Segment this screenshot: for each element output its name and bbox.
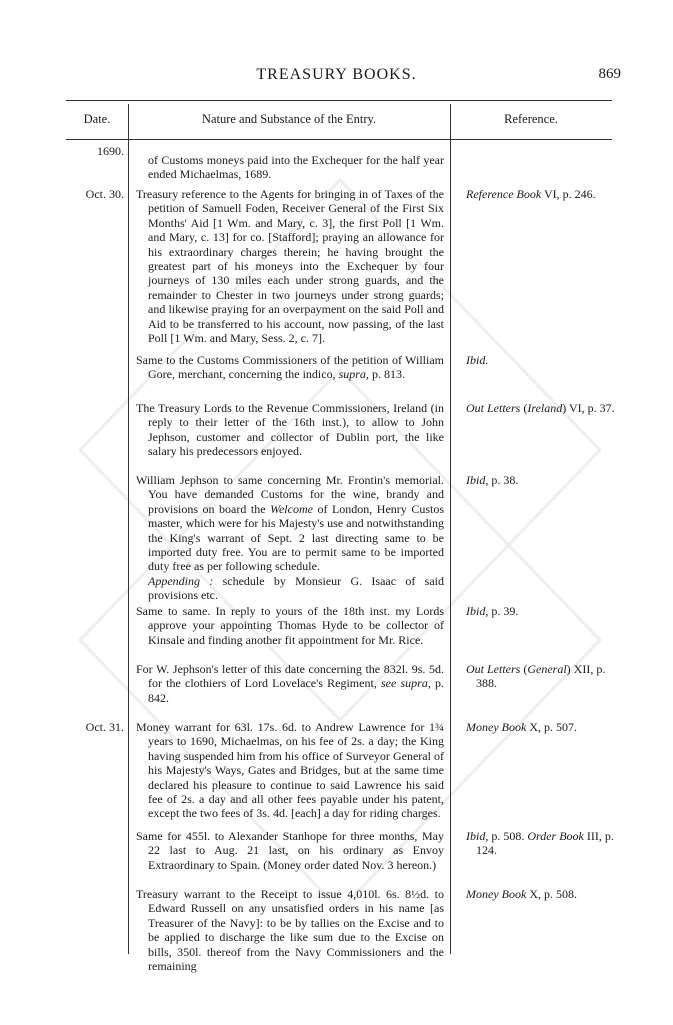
entry-reference [466,187,616,201]
table-header [66,100,612,140]
entry-text-part: William Jephson to same concerning Mr. Frontin's memorial. You have demanded Customs for the wine, brandy and provisions on board the [136,473,444,516]
reference-source: Ireland [527,401,563,415]
entry-text: Same to same. In reply to yours of the 18th inst. my Lords approve your appointing Thomas Hyde to be collector of Kinsale and finding another fit appointment for Mr. Rice. [136,604,444,647]
entry-text-italic: supra [338,367,366,382]
entry-reference [466,604,616,618]
entry-reference [466,401,616,415]
entry-text-part: of London, Henry Custos master, which were for his Majesty's use and notwithstanding the King's warrant of Sept. 2 last directing same to be imported duty free. You are to permit same to be imported duty free as per following schedule. [148,501,444,574]
entry-text-italic: Welcome [270,501,313,516]
reference-source: Ibid [466,829,486,843]
entry-reference [466,353,616,367]
entry-text-italic: see supra [380,676,428,691]
reference-source: Ibid [466,473,486,487]
entry-date: 1690. [97,144,124,158]
entry-reference [466,829,616,858]
entry-text: Same for 455l. to Alexander Stanhope for three months, May 22 last to Aug. 21 last, on his ordinary as Envoy Extraordinary to Spain. (Money order dated Nov. 3 hereon.) [136,829,444,872]
entry-text-part: Same to the Customs Commissioners of the petition of William Gore, merchant, concerning the indico, [136,353,444,382]
entry-reference [466,887,616,901]
entry-text: Treasury reference to the Agents for bringing in of Taxes of the petition of Samuell Foden, Receiver General of the First Six Months' Aid [1 Wm. and Mary, c. 3], the first Poll [1 Wm. and Mary, c. 13] for co. [Stafford]; praying an allowance for his extraordinary charges therein; he having brought the greatest part of his moneys into the Exchequer by four journeys of 130 miles each under strong guards, and the remainder to Chester in two journeys under strong guards; and likewise praying for an overpayment on the said Poll and Aid to be transferred to his account, now passing, of the last Poll [1 Wm. and Mary, Sess. 2, c. 7]. [136,187,444,346]
reference-detail: X, p. 507. [526,720,577,734]
entry-text-part: , p. 842. [148,676,445,705]
reference-detail: X, p. 508. [526,887,577,901]
entry-text [136,473,444,603]
reference-detail: ( [520,401,528,415]
column-header-reference: Reference. [504,112,558,126]
column-divider [450,104,451,954]
reference-detail: III, p. 124. [476,829,614,858]
entry-text: Money warrant for 63l. 17s. 6d. to Andrew Lawrence for 1¾ years to 1690, Michaelmas, on his fee of 2s. a day; the King having suspended him from his office of Surveyor General of his Majesty's Ways, Gates and Bridges, but at the same time declared his pleasure to continue to said Lawrence his said fee of 2s. a day and all other fees payable under his patent, except the two fees of 3s. 4d. [each] a day for riding charges. [136,720,444,821]
column-header-date: Date. [83,112,111,126]
entry-text [136,353,444,382]
entry-text: The Treasury Lords to the Revenue Commissioners, Ireland (in reply to their letter of the 16th inst.), to allow to John Jephson, customer and collector of Dublin port, the like salary his predecessors enjoyed. [136,401,444,459]
reference-source: Ibid [466,604,486,618]
entry-text: Treasury warrant to the Receipt to issue 4,010l. 6s. 8½d. to Edward Russell on any unsatisfied orders in his name [as Treasurer of the Navy]: to be by tallies on the Excise and to be applied to discharge the like sum due to the Excise on bills, 350l. thereof from the Navy Commissioners and the remaining [136,887,444,974]
running-head [0,66,673,88]
page-title: TREASURY BOOKS. [256,66,417,83]
reference-detail: , p. 508. [485,829,528,843]
reference-detail: VI, p. 246. [541,187,596,201]
page-number: 869 [598,66,621,82]
entry-reference [466,473,616,487]
entry-text: of Customs moneys paid into the Exchequer for the half year ended Michaelmas, 1689. [148,153,444,182]
reference-detail: ) XII, p. 388. [476,662,606,691]
reference-source: Money Book [466,887,527,901]
entry-date: Oct. 30. [85,187,124,201]
reference-source: Order Book [527,829,584,843]
entry-text [136,662,444,705]
reference-source: Out Letters [466,662,521,676]
appending-text: schedule by Monsieur G. Isaac of said provisions etc. [148,573,444,603]
entry-reference [466,720,616,734]
entry-date: Oct. 31. [85,720,124,734]
reference-detail: ) VI, p. 37. [562,401,615,415]
appending-label: Appending : [148,573,214,588]
reference-source: Money Book [466,720,527,734]
reference-source: General [527,662,567,676]
reference-detail: , p. 39. [485,604,519,618]
entry-reference [466,662,616,691]
entry-text-part: For W. Jephson's letter of this date concerning the 832l. 9s. 5d. for the clothiers of Lord Lovelace's Regiment, [136,662,444,691]
reference-source: Reference Book [466,187,542,201]
reference-source: Out Letters [466,401,521,415]
reference-detail: , p. 38. [485,473,519,487]
entry-text-part: , p. 813. [365,367,405,382]
column-divider [128,104,129,954]
reference-detail: ( [520,662,528,676]
column-header-nature: Nature and Substance of the Entry. [201,112,377,126]
reference-source: Ibid. [466,353,489,367]
